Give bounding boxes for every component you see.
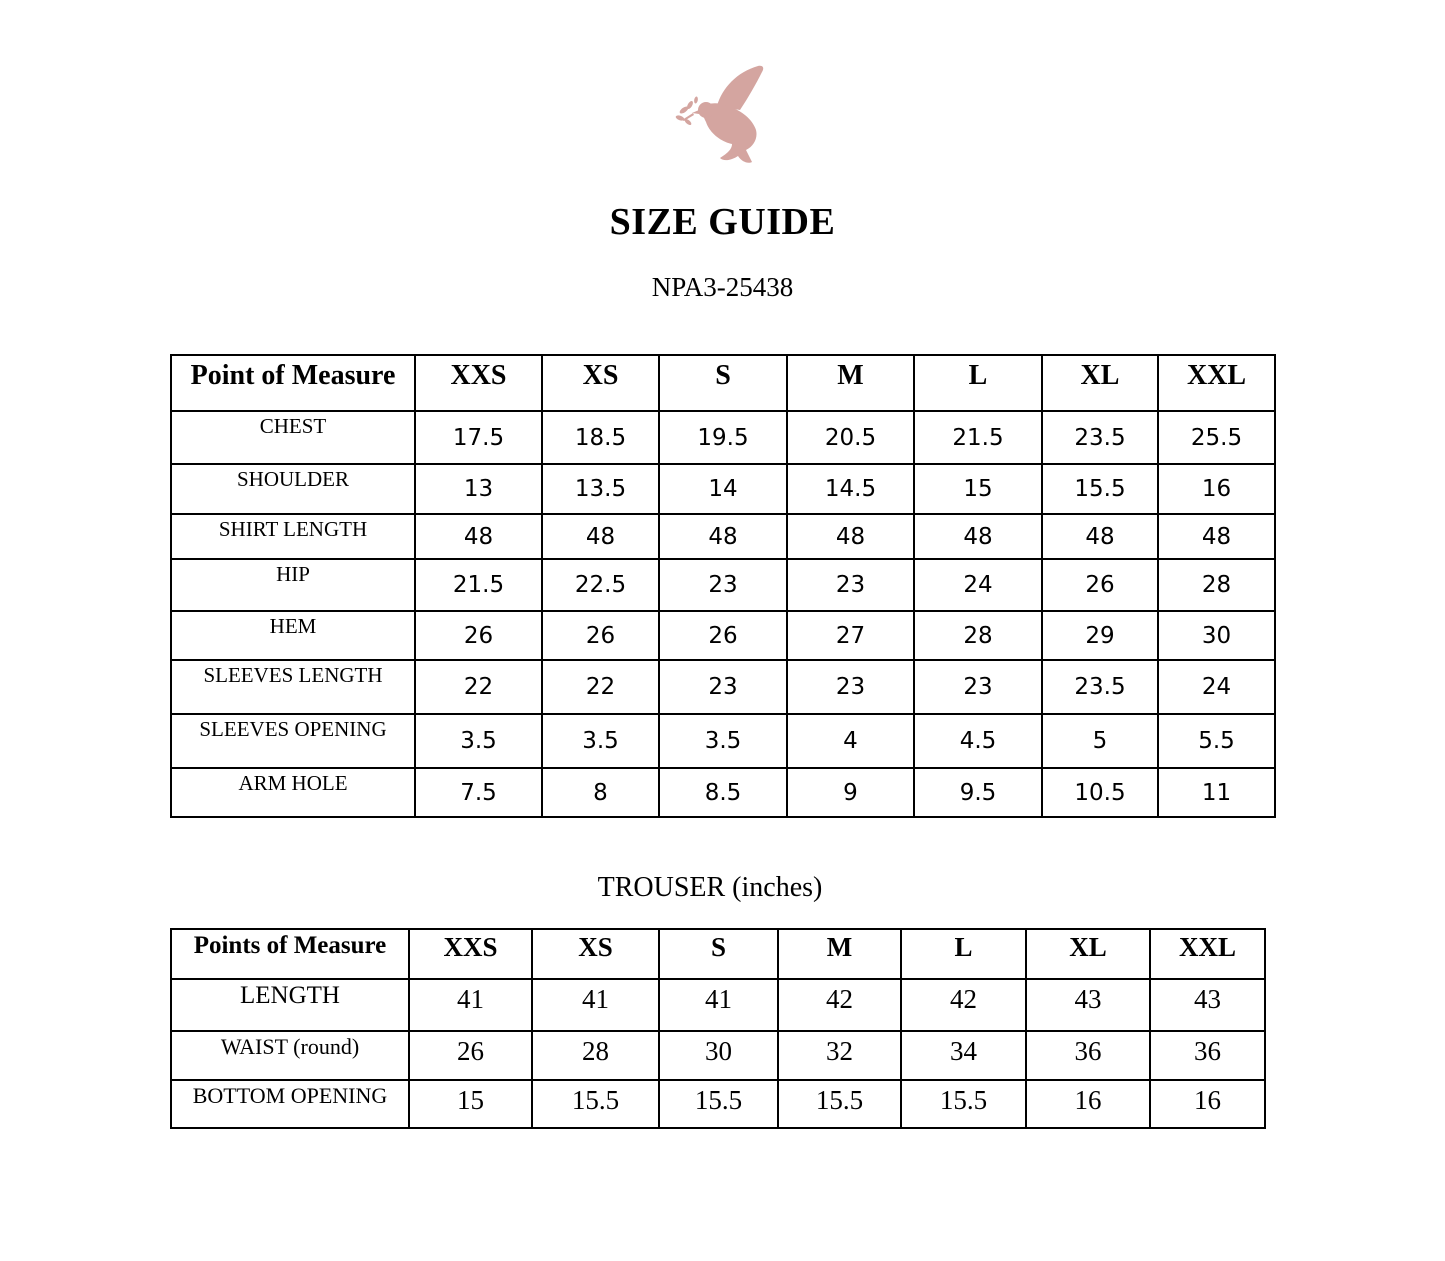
table-cell: 22 [542,660,659,714]
row-label: HIP [171,559,415,611]
row-label: CHEST [171,411,415,464]
table-cell: 28 [532,1031,659,1080]
table-cell: 23 [787,660,914,714]
table-cell: 48 [1158,514,1275,559]
table-cell: 5 [1042,714,1158,768]
table-cell: 16 [1150,1080,1265,1128]
table-cell: 9.5 [914,768,1042,817]
row-label: HEM [171,611,415,660]
table-cell: 25.5 [1158,411,1275,464]
table-cell: 32 [778,1031,901,1080]
table-cell: 19.5 [659,411,787,464]
header-size-xl: XL [1026,929,1150,979]
table-cell: 13.5 [542,464,659,514]
table-cell: 48 [914,514,1042,559]
table-row [171,411,1275,464]
header-size-s: S [659,355,787,411]
header-size-s: S [659,929,778,979]
header-size-m: M [787,355,914,411]
table-cell: 23 [787,559,914,611]
table-cell: 48 [1042,514,1158,559]
table-cell: 48 [787,514,914,559]
table-cell: 14 [659,464,787,514]
table-cell: 16 [1026,1080,1150,1128]
table-header-row [171,929,1265,979]
header-size-l: L [901,929,1026,979]
row-label: ARM HOLE [171,768,415,817]
table-cell: 23 [659,559,787,611]
table-cell: 48 [415,514,542,559]
table-cell: 18.5 [542,411,659,464]
header-points-of-measure: Points of Measure [171,929,409,979]
table-cell: 23 [914,660,1042,714]
table-row [171,1080,1265,1128]
table-cell: 23.5 [1042,411,1158,464]
table-cell: 48 [659,514,787,559]
table-cell: 14.5 [787,464,914,514]
table-cell: 26 [409,1031,532,1080]
header-size-l: L [914,355,1042,411]
row-label: LENGTH [171,979,409,1031]
table-cell: 26 [659,611,787,660]
row-label: SHIRT LENGTH [171,514,415,559]
table-cell: 17.5 [415,411,542,464]
table-cell: 24 [914,559,1042,611]
table-cell: 16 [1158,464,1275,514]
table-cell: 15 [409,1080,532,1128]
table-cell: 15.5 [778,1080,901,1128]
table-cell: 27 [787,611,914,660]
table-cell: 48 [542,514,659,559]
header-point-of-measure: Point of Measure [171,355,415,411]
table-cell: 24 [1158,660,1275,714]
header-size-xl: XL [1042,355,1158,411]
row-label: BOTTOM OPENING [171,1080,409,1128]
table-cell: 4 [787,714,914,768]
table-row [171,514,1275,559]
table-cell: 26 [542,611,659,660]
table-cell: 26 [1042,559,1158,611]
table-cell: 15.5 [659,1080,778,1128]
shirt-size-table [170,354,1276,818]
page-title: SIZE GUIDE [609,201,836,243]
table-row [171,768,1275,817]
table-cell: 43 [1026,979,1150,1031]
table-header-row [171,355,1275,411]
table-cell: 21.5 [914,411,1042,464]
table-row [171,1031,1265,1080]
table-cell: 41 [532,979,659,1031]
row-label: WAIST (round) [171,1031,409,1080]
table-cell: 22 [415,660,542,714]
table-cell: 7.5 [415,768,542,817]
table-cell: 8.5 [659,768,787,817]
table-cell: 15.5 [532,1080,659,1128]
article-code: NPA3-25438 [651,272,794,302]
header-size-xxl: XXL [1150,929,1265,979]
table-cell: 42 [901,979,1026,1031]
table-cell: 28 [1158,559,1275,611]
header-size-xxl: XXL [1158,355,1275,411]
table-cell: 4.5 [914,714,1042,768]
table-row [171,979,1265,1031]
table-cell: 5.5 [1158,714,1275,768]
table-cell: 23.5 [1042,660,1158,714]
table-cell: 36 [1150,1031,1265,1080]
trouser-section-title: TROUSER (inches) [597,872,823,903]
table-cell: 28 [914,611,1042,660]
table-cell: 8 [542,768,659,817]
table-row [171,559,1275,611]
table-cell: 30 [1158,611,1275,660]
table-cell: 26 [415,611,542,660]
row-label: SLEEVES LENGTH [171,660,415,714]
table-cell: 22.5 [542,559,659,611]
table-row [171,660,1275,714]
table-cell: 15.5 [901,1080,1026,1128]
dove-logo-icon [662,58,782,170]
table-cell: 23 [659,660,787,714]
table-cell: 21.5 [415,559,542,611]
header-size-m: M [778,929,901,979]
header-size-xs: XS [532,929,659,979]
row-label: SHOULDER [171,464,415,514]
table-cell: 20.5 [787,411,914,464]
table-cell: 41 [409,979,532,1031]
table-cell: 11 [1158,768,1275,817]
table-cell: 15.5 [1042,464,1158,514]
table-row [171,611,1275,660]
table-cell: 43 [1150,979,1265,1031]
header-size-xxs: XXS [409,929,532,979]
table-cell: 30 [659,1031,778,1080]
table-cell: 3.5 [659,714,787,768]
table-cell: 42 [778,979,901,1031]
trouser-size-table [170,928,1266,1129]
table-cell: 36 [1026,1031,1150,1080]
table-cell: 34 [901,1031,1026,1080]
table-row [171,464,1275,514]
table-cell: 3.5 [415,714,542,768]
table-cell: 29 [1042,611,1158,660]
table-cell: 13 [415,464,542,514]
table-row [171,714,1275,768]
table-cell: 15 [914,464,1042,514]
header-size-xxs: XXS [415,355,542,411]
table-cell: 9 [787,768,914,817]
table-cell: 41 [659,979,778,1031]
header-size-xs: XS [542,355,659,411]
table-cell: 3.5 [542,714,659,768]
row-label: SLEEVES OPENING [171,714,415,768]
table-cell: 10.5 [1042,768,1158,817]
